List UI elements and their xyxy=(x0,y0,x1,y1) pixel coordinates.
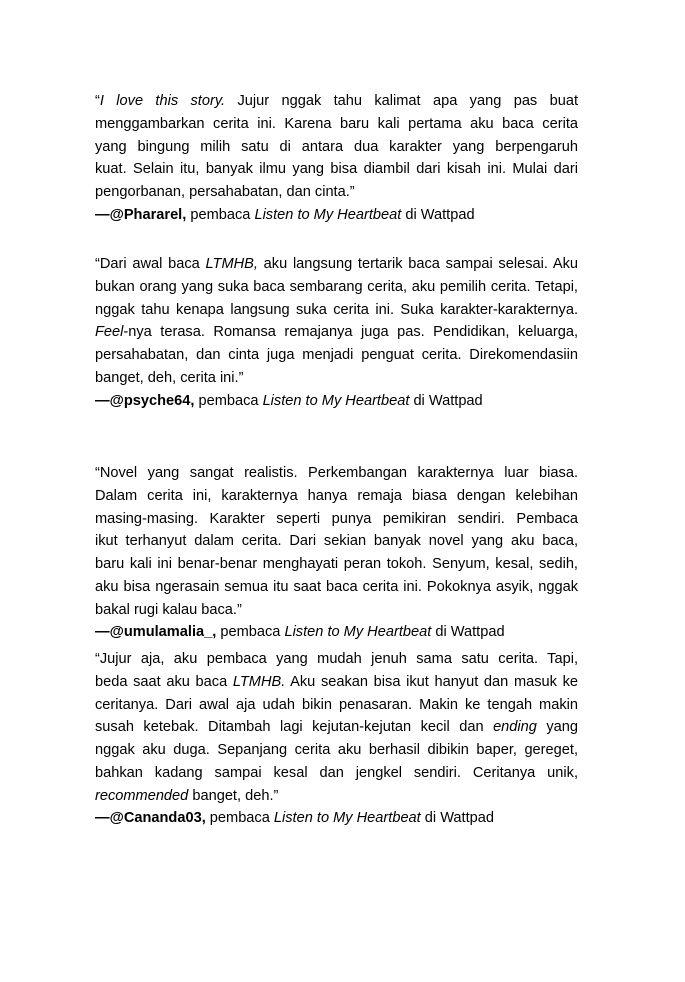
credit-prefix: pembaca xyxy=(216,624,285,641)
quote-italic-text: I love this story. xyxy=(99,93,226,109)
quote-text: nggak tahu kenapa langsung suka cerita ini. Suka karakter-karakternya. xyxy=(95,301,578,318)
quote-line xyxy=(95,113,578,136)
quote-text: Jujur nggak tahu kalimat apa yang pas buat xyxy=(225,93,578,109)
credit-platform: di Wattpad xyxy=(420,810,495,827)
quote-text: persahabatan, dan cinta juga menjadi penguat cerita. Direkomendasiin xyxy=(95,347,578,363)
quote-line xyxy=(95,576,578,599)
quote-text: ceritanya. Dari awal aja udah bikin penasaran. Makin ke tengah makin xyxy=(95,696,578,713)
quote-text: “Jujur aja, aku pembaca yang mudah jenuh sama satu cerita. Tapi, xyxy=(95,651,578,667)
quote-italic-text: LTMHB, xyxy=(205,256,258,272)
quote-text: ikut terhanyut dalam cerita. Dari sekian banyak novel yang aku baca, xyxy=(95,533,578,550)
quote-text: “ xyxy=(95,93,100,109)
testimonial-quote xyxy=(95,462,578,621)
book-title: Listen to My Heartbeat xyxy=(273,810,421,827)
quote-line xyxy=(95,299,578,322)
quote-text: -nya terasa. Romansa remajanya juga pas. Pendidikan, keluarga, xyxy=(123,324,578,341)
testimonial-credit xyxy=(95,204,578,227)
quote-text: masing-masing. Karakter seperti punya pemikiran sendiri. Pembaca xyxy=(95,510,578,527)
quote-italic-text: ending xyxy=(493,719,537,736)
quote-line xyxy=(95,599,578,622)
quote-line xyxy=(95,253,578,276)
quote-text: Dalam cerita ini, karakternya hanya remaja biasa dengan kelebihan xyxy=(95,487,578,504)
quote-text: Aku seakan bisa ikut hanyut dan masuk ke xyxy=(285,673,578,690)
quote-text: pengorbanan, persahabatan, dan cinta.” xyxy=(95,184,355,200)
quote-text: banget, deh, cerita ini.” xyxy=(95,369,244,386)
testimonial-credit xyxy=(95,390,578,413)
reviewer-handle: —@umulamalia_, xyxy=(95,624,217,641)
quote-text: yang bingung milih satu di antara dua karakter yang berpengaruh xyxy=(95,138,578,155)
quote-text: kuat. Selain itu, banyak ilmu yang bisa diambil dari kisah ini. Mulai dari xyxy=(95,161,578,178)
quote-text: yang xyxy=(536,719,578,736)
quote-line xyxy=(95,485,578,508)
quote-text: susah ketebak. Ditambah lagi kejutan-kejutan kecil dan xyxy=(95,719,494,736)
credit-platform: di Wattpad xyxy=(409,392,483,409)
quote-text: bukan orang yang suka baca sembarang cerita, aku pemilih cerita. Tetapi, xyxy=(95,278,578,295)
quote-line xyxy=(95,367,578,390)
reviewer-handle: —@psyche64, xyxy=(95,392,195,409)
quote-line xyxy=(95,739,578,762)
quote-line xyxy=(95,716,578,739)
quote-line xyxy=(95,530,578,553)
quote-text: nggak aku duga. Sepanjang cerita aku berhasil dibikin baper, gereget, xyxy=(95,742,578,758)
book-title: Listen to My Heartbeat xyxy=(254,206,402,223)
credit-prefix: pembaca xyxy=(186,206,255,223)
quote-line xyxy=(95,671,578,694)
quote-text: bakal rugi kalau baca.” xyxy=(95,601,242,618)
quote-line xyxy=(95,181,578,204)
quote-text: aku langsung tertarik baca sampai selesai. Aku xyxy=(257,256,578,272)
reviewer-handle: —@Phararel, xyxy=(95,206,187,223)
quote-text: “Dari awal baca xyxy=(95,256,206,272)
quote-line xyxy=(95,648,578,671)
testimonial-credit xyxy=(95,807,578,830)
quote-line xyxy=(95,694,578,717)
book-title: Listen to My Heartbeat xyxy=(262,392,410,409)
quote-line xyxy=(95,136,578,159)
book-title: Listen to My Heartbeat xyxy=(284,624,432,641)
testimonial-credit xyxy=(95,621,578,644)
credit-prefix: pembaca xyxy=(205,810,274,827)
quote-line xyxy=(95,785,578,808)
quote-line xyxy=(95,158,578,181)
testimonial-psyche64 xyxy=(95,253,578,412)
testimonial-quote xyxy=(95,90,578,204)
testimonial-quote xyxy=(95,253,578,390)
quote-text: aku bisa ngerasain semua itu saat baca cerita ini. Pokoknya asyik, nggak xyxy=(95,578,578,595)
quote-line xyxy=(95,344,578,367)
quote-italic-text: recommended xyxy=(95,787,189,804)
quote-line xyxy=(95,553,578,576)
credit-platform: di Wattpad xyxy=(431,624,505,641)
quote-line xyxy=(95,321,578,344)
quote-text: banget, deh.” xyxy=(188,787,279,804)
testimonial-quote xyxy=(95,648,578,807)
quote-line xyxy=(95,762,578,785)
credit-prefix: pembaca xyxy=(194,392,263,409)
quote-text: beda saat aku baca xyxy=(95,673,233,690)
quote-line xyxy=(95,90,578,113)
quote-line xyxy=(95,462,578,485)
quote-text: baru kali ini benar-benar menghayati peran tokoh. Senyum, kesal, sedih, xyxy=(95,556,578,572)
quote-italic-text: Feel xyxy=(95,324,124,341)
quote-text: menggambarkan cerita ini. Karena baru kali pertama aku baca cerita xyxy=(95,115,578,132)
quote-line xyxy=(95,276,578,299)
quote-line xyxy=(95,508,578,531)
quote-italic-text: LTMHB. xyxy=(232,673,286,690)
quote-text: bahkan kadang sampai kesal dan jengkel sendiri. Ceritanya unik, xyxy=(95,764,578,781)
testimonial-umulamalia xyxy=(95,462,578,644)
reviewer-handle: —@Cananda03, xyxy=(95,810,206,827)
credit-platform: di Wattpad xyxy=(401,206,475,223)
quote-text: “Novel yang sangat realistis. Perkembangan karakternya luar biasa. xyxy=(95,465,578,481)
testimonial-cananda03 xyxy=(95,648,578,830)
testimonial-phararel xyxy=(95,90,578,227)
